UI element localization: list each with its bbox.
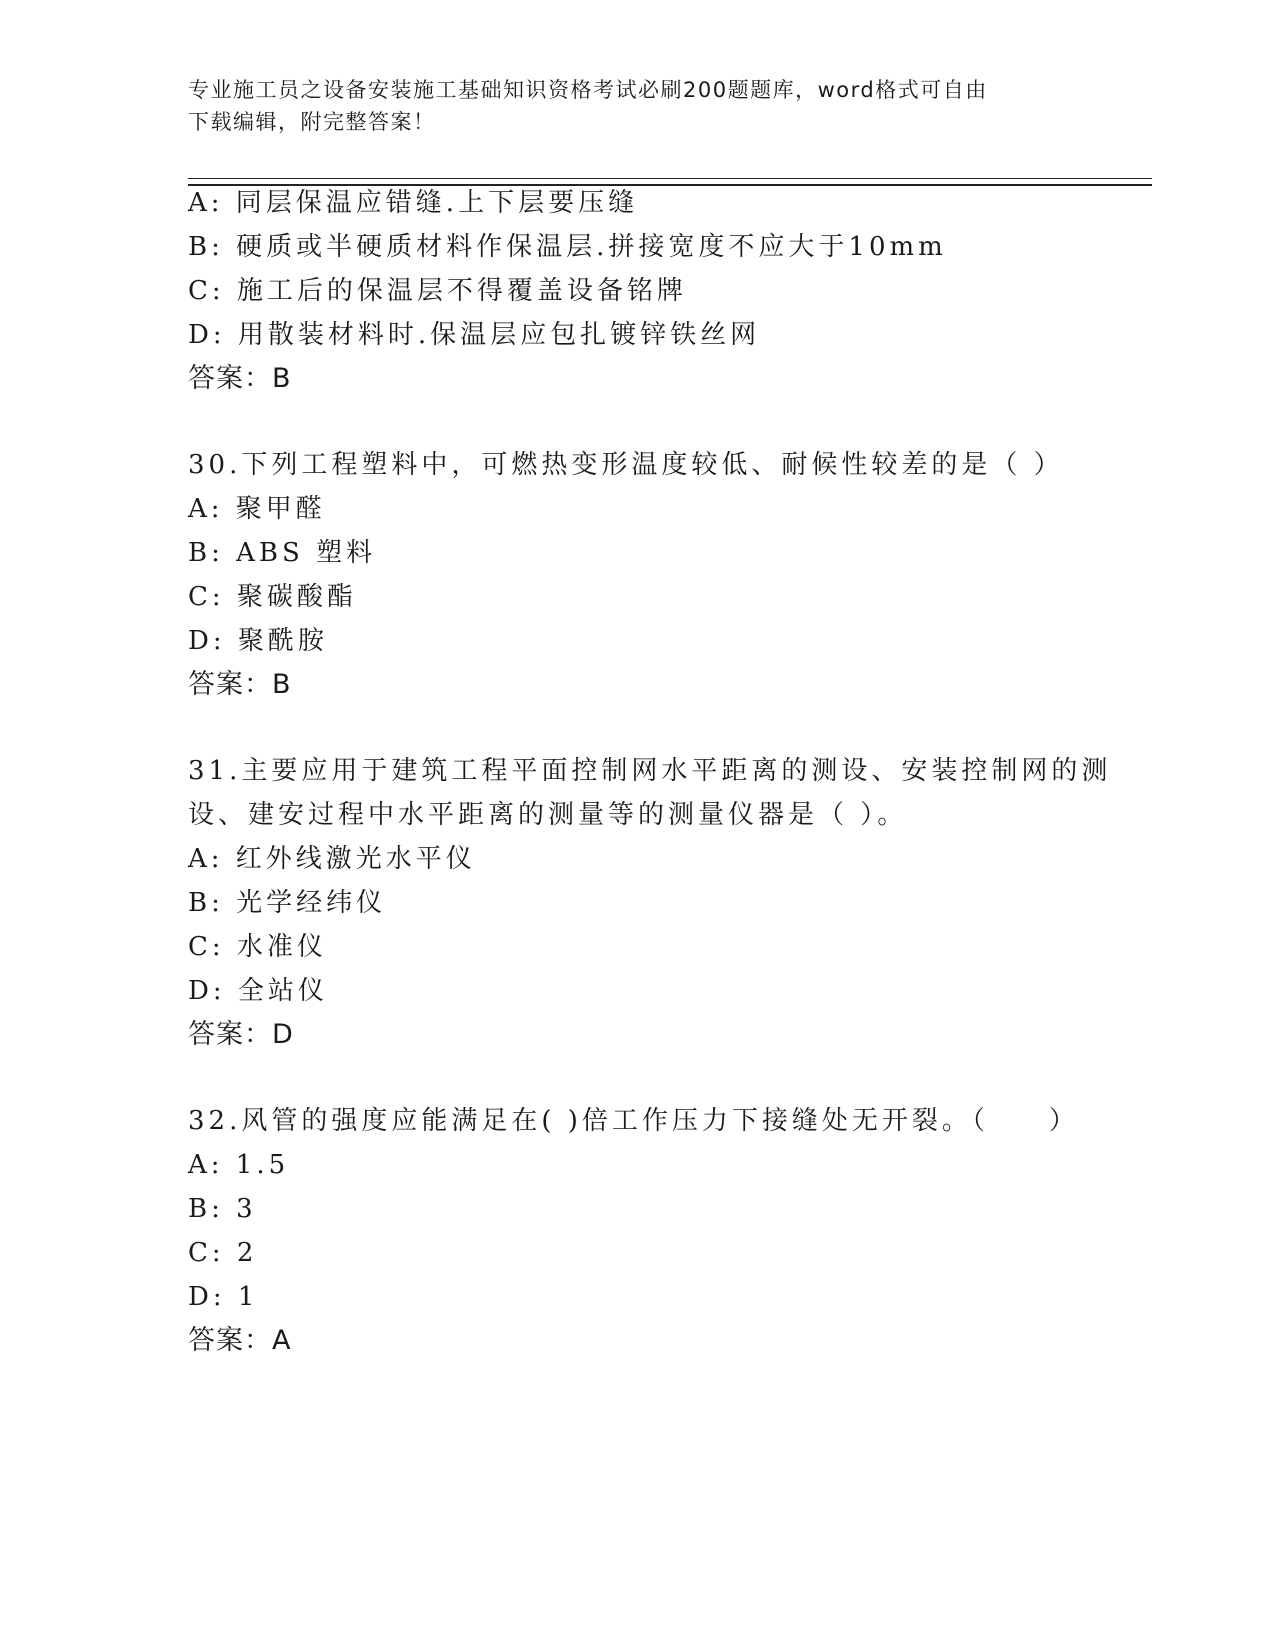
q29-option-d: D: 用散装材料时.保温层应包扎镀锌铁丝网 — [188, 320, 761, 350]
q29-option-b: B: 硬质或半硬质材料作保温层.拼接宽度不应大于10mm — [188, 232, 947, 262]
q31-stem-line-2: 设、建安过程中水平距离的测量等的测量仪器是（ ）。 — [188, 800, 908, 830]
header-line-1: 专业施工员之设备安装施工基础知识资格考试必刷200题题库，word格式可自由 — [188, 78, 988, 102]
q31-option-c: C: 水准仪 — [188, 932, 327, 962]
q31-stem-line-1: 31.主要应用于建筑工程平面控制网水平距离的测设、安装控制网的测 — [188, 756, 1112, 786]
q32-option-b: B: 3 — [188, 1194, 257, 1224]
header-line-2: 下载编辑，附完整答案！ — [188, 110, 436, 134]
q30-option-b: B: ABS 塑料 — [188, 538, 377, 568]
q30-option-a: A: 聚甲醛 — [188, 494, 326, 524]
q32-option-c: C: 2 — [188, 1238, 258, 1268]
q30-stem: 30.下列工程塑料中，可燃热变形温度较低、耐候性较差的是（ ） — [188, 450, 1064, 480]
q31-option-b: B: 光学经纬仪 — [188, 888, 387, 918]
header-divider — [188, 178, 1152, 186]
q29-option-a: A: 同层保温应错缝.上下层要压缝 — [188, 188, 639, 218]
q32-option-d: D: 1 — [188, 1282, 259, 1312]
q32-answer: 答案：A — [188, 1325, 292, 1356]
q30-answer: 答案：B — [188, 669, 292, 700]
q29-option-c: C: 施工后的保温层不得覆盖设备铭牌 — [188, 276, 687, 306]
document-header — [188, 74, 1088, 138]
q32-stem: 32.风管的强度应能满足在( )倍工作压力下接缝处无开裂。（ ） — [188, 1106, 1079, 1136]
q32-option-a: A: 1.5 — [188, 1150, 290, 1180]
q31-option-d: D: 全站仪 — [188, 976, 328, 1006]
q30-option-d: D: 聚酰胺 — [188, 626, 328, 656]
q29-answer: 答案：B — [188, 363, 292, 394]
q31-option-a: A: 红外线激光水平仪 — [188, 844, 476, 874]
q31-answer: 答案：D — [188, 1019, 294, 1050]
q30-option-c: C: 聚碳酸酯 — [188, 582, 357, 612]
